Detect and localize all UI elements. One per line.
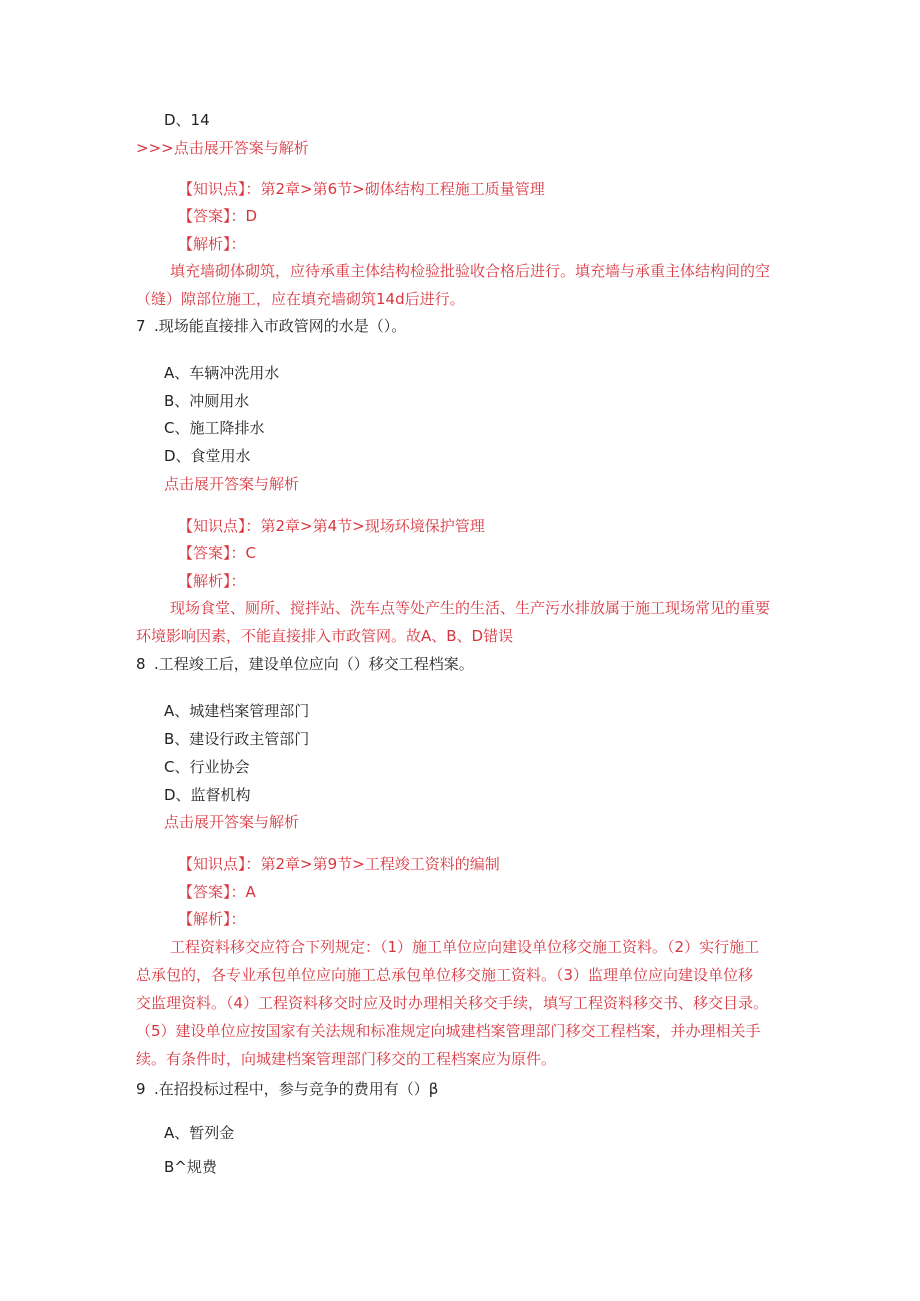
q7-expand-link[interactable]: 点击展开答案与解析	[164, 475, 300, 493]
q7-number: 7	[136, 317, 146, 335]
q8-option-c[interactable]: C、行业协会	[164, 758, 250, 776]
q6-option-d: D、14	[164, 111, 210, 129]
q6-analysis-line: 填充墙砌体砌筑，应待承重主体结构检验批验收合格后进行。填充墙与承重主体结构间的空	[170, 262, 771, 280]
q8-stem: .工程竣工后，建设单位应向（）移交工程档案。	[154, 655, 474, 673]
q9-option-b[interactable]: B^规费	[164, 1158, 217, 1176]
q6-analysis-line: （缝）隙部位施工，应在填充墙砌筑14d后进行。	[136, 290, 465, 308]
q8-stem-line	[136, 654, 474, 674]
q6-knowledge-point: 【知识点】：第2章>第6节>砌体结构工程施工质量管理	[178, 180, 545, 198]
q9-option-a[interactable]: A、暂列金	[164, 1124, 235, 1142]
q8-analysis-label: 【解析】：	[178, 910, 246, 928]
q7-analysis-label: 【解析】：	[178, 572, 246, 590]
q9-number: 9	[136, 1080, 146, 1098]
q8-analysis-line: 总承包的，各专业承包单位应向施工总承包单位移交施工资料。（3）监理单位应向建设单位移	[136, 966, 754, 984]
q7-option-b[interactable]: B、冲厕用水	[164, 392, 250, 410]
q6-analysis-label: 【解析】：	[178, 235, 246, 253]
q7-option-c[interactable]: C、施工降排水	[164, 419, 265, 437]
q8-answer: 【答案】：A	[178, 883, 256, 901]
q8-number: 8	[136, 655, 146, 673]
q7-knowledge-point: 【知识点】：第2章>第4节>现场环境保护管理	[178, 517, 485, 535]
q8-knowledge-point: 【知识点】：第2章>第9节>工程竣工资料的编制	[178, 855, 500, 873]
q7-stem-line	[136, 316, 406, 336]
q6-answer: 【答案】：D	[178, 207, 258, 225]
q9-stem: .在招投标过程中，参与竞争的费用有（）β	[154, 1080, 439, 1098]
q8-option-b[interactable]: B、建设行政主管部门	[164, 730, 310, 748]
q6-expand-link[interactable]: >>>点击展开答案与解析	[136, 139, 309, 157]
q7-option-d[interactable]: D、食堂用水	[164, 447, 251, 465]
q7-analysis-line: 现场食堂、厕所、搅拌站、洗车点等处产生的生活、生产污水排放属于施工现场常见的重要	[170, 599, 771, 617]
q7-answer: 【答案】：C	[178, 544, 256, 562]
q7-option-a[interactable]: A、车辆冲洗用水	[164, 364, 280, 382]
q8-analysis-line: 工程资料移交应符合下列规定：（1）施工单位应向建设单位移交施工资料。（2）实行施工	[170, 938, 760, 956]
q8-option-a[interactable]: A、城建档案管理部门	[164, 702, 310, 720]
q8-analysis-line: 续。有条件时，向城建档案管理部门移交的工程档案应为原件。	[136, 1050, 557, 1068]
q8-analysis-line: 交监理资料。（4）工程资料移交时应及时办理相关移交手续，填写工程资料移交书、移交目录。	[136, 994, 769, 1012]
q8-analysis-line: （5）建设单位应按国家有关法规和标准规定向城建档案管理部门移交工程档案，并办理相关手	[136, 1022, 761, 1040]
q7-stem: .现场能直接排入市政管网的水是（）。	[154, 317, 407, 335]
q8-option-d[interactable]: D、监督机构	[164, 786, 251, 804]
q9-stem-line	[136, 1079, 438, 1099]
q7-analysis-line: 环境影响因素，不能直接排入市政管网。故A、B、D错误	[136, 627, 514, 645]
q8-expand-link[interactable]: 点击展开答案与解析	[164, 813, 300, 831]
